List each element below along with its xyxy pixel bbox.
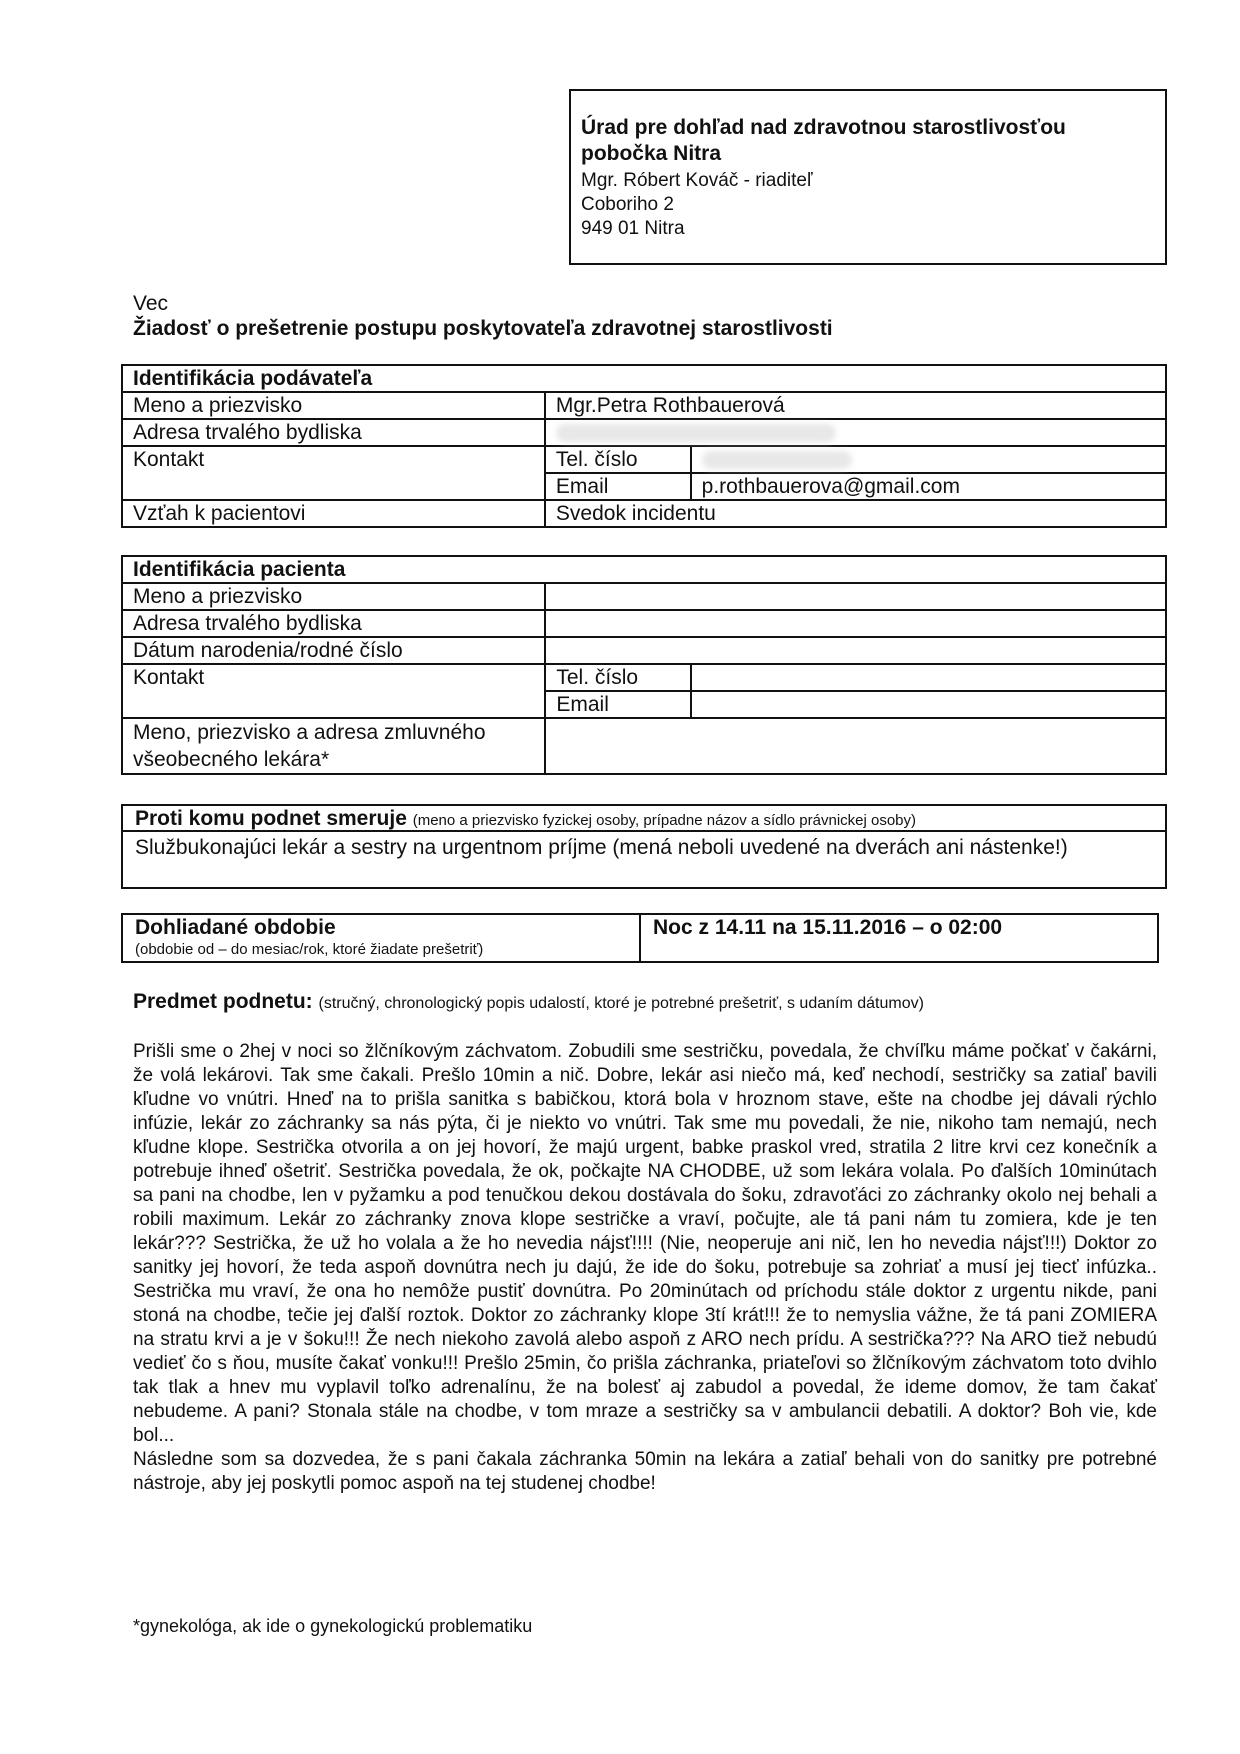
subject-matter-paragraph-1: Prišli sme o 2hej v noci so žlčníkovým záchvatom. Zobudili sme sestričku, povedala, že chvíľku máme počkať v čakárni, že volá lekárovi. Tak sme čakali. Prešlo 10min a nič. Dobre, lekár asi niečo má, keď nechodí, sestričky sa zatiaľ bavili kľudne vo vnútri. Hneď na to prišla sanitka s babičkou, ktorá bola v hroznom stave, ešte na chodbe jej dávali rýchlo infúzie, lekár zo záchranky sa nás pýta, či je niekto vo vnútri. Tak sme mu povedali, že nie, nikoho tam nemajú, nech kľudne klope. Sestrička otvorila a on jej hovorí, že majú urgent, babke praskol vred, stratila 2 litre krvi cez konečník a potrebuje ihneď ošetriť. Sestrička povedala, že ok, počkajte NA CHODBE, už som lekára volala. Po ďalších 10minútach sa pani na chodbe, len v pyžamku a pod tenučkou dekou dostávala do šoku, zdravoťáci zo záchranky okolo nej behali a robili maximum. Lekár zo záchranky znova klope sestričke a vraví, počujte, ale tá pani nám tu zomiera, kde je ten lekár??? Sestrička, že už ho volala a že ho nevedia nájsť!!!! (Nie, neoperuje ani nič, len ho nevedia nájsť!!!) Doktor zo sanitky jej hovorí, že teda aspoň dovnútra nech ju dajú, že ide do šoku, potrebuje sa zohriať a musí jej tiecť infúzka.. Sestrička mu vraví, že ona ho nemôže pustiť dovnútra. Po 20minútach od príchodu stále doktor z urgentu nikde, pani stoná na chodbe, tečie jej ďalší roztok. Doktor zo záchranky klope 3tí krát!!! že to nemyslia vážne, že tá pani ZOMIERA na stratu krvi a je v šoku!!! Že nech niekoho zavolá alebo aspoň z ARO nech prídu. A sestrička??? Na ARO tiež nebudú vedieť čo s ňou, musíte čakať vonku!!! Prešlo 25min, čo prišla záchranka, priateľovi so žlčníkovým záchvatom toto dvihlo tak tlak a hnev mu vyplavil toľko adrenalínu, že na bolesť aj zabudol a povedal, že ideme domov, že tam čakať nebudeme. A pani? Stonala stále na chodbe, v tom mraze a sestričky sa v ambulancii debatili. A doktor? Boh vie, kde bol... [133,1041,1157,1446]
subject-matter-title: Predmet podnetu: [133,990,313,1013]
patient-birth-label: Dátum narodenia/rodné číslo [122,637,545,664]
applicant-contact-label: Kontakt [122,446,545,500]
against-title: Proti komu podnet smeruje [135,807,407,830]
patient-address-label: Adresa trvalého bydliska [122,610,545,637]
applicant-address-label: Adresa trvalého bydliska [122,419,545,446]
recipient-city: 949 01 Nitra [581,218,685,239]
subject-matter-hint: (stručný, chronologický popis udalostí, ktoré je potrebné prešetriť, s udaním dátumov) [318,995,924,1012]
applicant-header: Identifikácia podávateľa [122,365,1166,392]
patient-doctor-label-line1: Meno, priezvisko a adresa zmluvného [133,721,486,744]
applicant-name-label: Meno a priezvisko [122,392,545,419]
patient-phone-value [691,664,1166,691]
subject-matter-header [133,990,924,1014]
against-value: Službukonajúci lekár a sestry na urgentnom príjme (mená neboli uvedené na dverách ani nástenke!) [135,836,1068,859]
applicant-email-label: Email [545,473,691,500]
patient-doctor-label [122,718,545,774]
against-hint: (meno a priezvisko fyzickej osoby, prípadne názov a sídlo právnickej osoby) [412,812,917,829]
recipient-address-box [569,89,1167,265]
patient-name-label: Meno a priezvisko [122,583,545,610]
subject-matter-body [133,1040,1157,1496]
recipient-street: Coboriho 2 [581,194,674,215]
applicant-name-value: Mgr.Petra Rothbauerová [545,392,1166,419]
recipient-branch: pobočka Nitra [581,142,722,165]
patient-table [121,555,1167,775]
against-box [121,804,1167,889]
patient-address-value [545,610,1166,637]
patient-doctor-label-line2: všeobecného lekára* [133,748,330,771]
patient-doctor-value [545,718,1166,774]
recipient-director: Mgr. Róbert Kováč - riaditeľ [581,170,813,191]
subject-title: Žiadosť o prešetrenie postupu poskytovateľa zdravotnej starostlivosti [133,317,833,340]
applicant-relation-label: Vzťah k pacientovi [122,500,545,527]
against-header [123,806,1165,832]
patient-name-value [545,583,1166,610]
period-box [121,913,1159,963]
patient-email-label: Email [545,691,691,718]
subject-matter-paragraph-2: Následne som sa dozvedea, že s pani čakala záchranka 50min na lekára a zatiaľ behali von do sanitky pre potrebné nástroje, aby jej poskytli pomoc aspoň na tej studenej chodbe! [133,1449,1157,1494]
applicant-phone-value [691,446,1166,473]
patient-phone-label: Tel. číslo [545,664,691,691]
patient-header: Identifikácia pacienta [122,556,1166,583]
vec-label: Vec [133,292,169,315]
period-hint: (obdobie od – do mesiac/rok, ktoré žiadate prešetriť) [135,941,484,958]
applicant-relation-value: Svedok incidentu [545,500,1166,527]
period-title: Dohliadané obdobie [135,916,336,939]
patient-contact-label: Kontakt [122,664,545,718]
applicant-phone-label: Tel. číslo [545,446,691,473]
redacted-address [556,424,836,442]
recipient-office: Úrad pre dohľad nad zdravotnou starostlivosťou [581,116,1066,139]
redacted-phone [702,451,852,469]
period-value: Noc z 14.11 na 15.11.2016 – o 02:00 [653,916,1003,939]
footnote: *gynekológa, ak ide o gynekologickú problematiku [133,1616,533,1636]
applicant-email-value: p.rothbauerova@gmail.com [691,473,1166,500]
applicant-address-value [545,419,1166,446]
patient-email-value [691,691,1166,718]
patient-birth-value [545,637,1166,664]
applicant-table [121,364,1167,528]
period-label-cell [123,915,641,961]
